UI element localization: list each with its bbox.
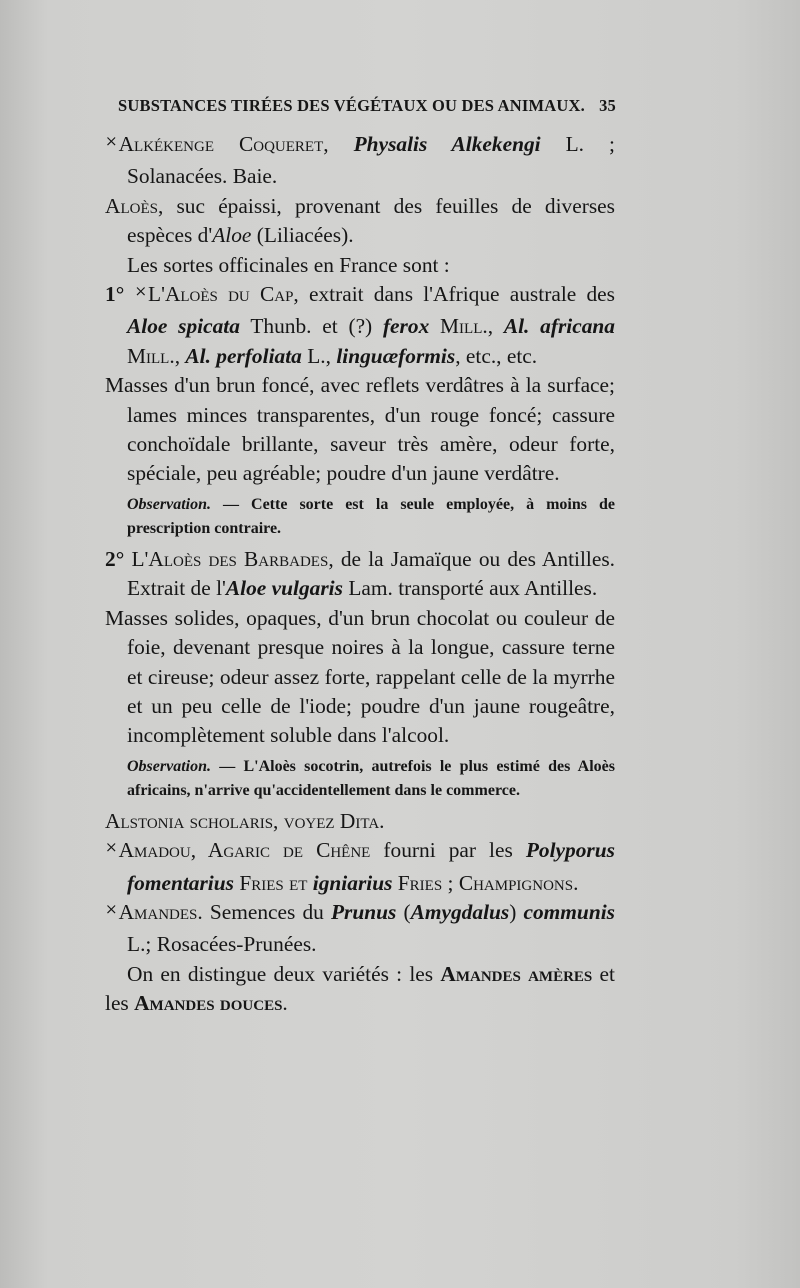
page-body	[105, 130, 615, 1019]
observation-text: — L'Aloès socotrin, autrefois le plus estimé des Aloès africains, n'arrive qu'accidentellement dans le commerce.	[127, 757, 615, 799]
latin-name: communis	[523, 899, 615, 924]
entry-name: Alstonia scholaris,	[105, 808, 279, 833]
latin-name: Polyporus fomentarius	[127, 838, 615, 895]
entry-text: Mill.,	[127, 343, 186, 368]
amandes-varieties	[105, 960, 615, 1019]
entry-text: L.; Rosacées-Prunées.	[127, 932, 317, 957]
entry-text: )	[509, 899, 524, 924]
latin-name: igniarius	[312, 870, 393, 895]
page-number: 35	[599, 96, 616, 115]
item-number: 1°	[105, 282, 125, 307]
observation-cap	[105, 493, 615, 541]
entry-text: (	[396, 899, 411, 924]
latin-name: Aloe spicata	[127, 314, 240, 339]
latin-name: Prunus	[330, 899, 397, 924]
entry-text: L. ; Solanacées. Baie.	[127, 132, 615, 189]
entry-name: Aloès,	[105, 193, 164, 218]
entry-text: Thunb. et (?)	[239, 314, 383, 339]
latin-name: Al. perfoliata	[185, 343, 302, 368]
entry-text: Semences du	[202, 899, 331, 924]
latin-name: linguæformis	[336, 343, 456, 368]
item-number: 2°	[105, 546, 125, 571]
entry-text: (Liliacées).	[251, 223, 354, 248]
entry-text: Fries et	[233, 870, 313, 895]
entry-alkekenge	[105, 130, 615, 192]
running-header	[118, 96, 616, 116]
entry-text: On en distingue deux variétés : les	[127, 961, 441, 986]
latin-name: Physalis Alkekengi	[353, 132, 541, 156]
entry-name: L'Aloès des Barbades,	[131, 546, 334, 571]
officinal-intro: Les sortes officinales en France sont :	[127, 252, 450, 277]
handwritten-mark-icon: ⨯	[105, 901, 118, 918]
entry-amadou	[105, 836, 615, 898]
entry-name: Alkékenge Coqueret,	[118, 132, 329, 156]
header-title: SUBSTANCES TIRÉES DES VÉGÉTAUX OU DES ANIMAUX.	[118, 96, 585, 115]
entry-text: extrait dans l'Afrique australe des	[298, 282, 615, 307]
description-cap: Masses d'un brun foncé, avec reflets verdâtres à la surface; lames minces transparentes, d'un rouge foncé; cassure conchoïdale brillante, saveur très amère, odeur forte, spéciale, peu agréable; poudre d'un jaune verdâtre.	[105, 373, 615, 486]
entry-name: Amadou, Agaric de Chêne	[118, 838, 371, 863]
latin-name: Aloe	[212, 223, 252, 248]
description-barbades: Masses solides, opaques, d'un brun chocolat ou couleur de foie, devenant presque noires à la longue, cassure terne et cireuse; odeur assez forte, rappelant celle de la myrrhe et un peu celle de l'iode; poudre d'un jaune rougeâtre, incomplètement soluble dans l'alcool.	[105, 605, 615, 748]
latin-name: ferox	[382, 314, 430, 339]
latin-name: Al. africana	[503, 314, 616, 339]
entry-text: Lam. transporté aux Antilles.	[342, 576, 598, 601]
entry-text: de la Jamaïque ou des Antilles. Extrait de l'	[127, 546, 616, 601]
entry-name: Amandes.	[118, 899, 203, 924]
variety-ameres: Amandes amères	[440, 961, 593, 986]
entry-text: et les	[105, 961, 615, 1016]
entry-text: Fries ; Champignons.	[392, 870, 579, 895]
handwritten-mark-icon: ⨯	[105, 134, 118, 150]
entry-name: L'Aloès du Cap,	[148, 282, 299, 307]
latin-name: Aloe vulgaris	[225, 576, 343, 601]
entry-amandes	[105, 898, 615, 960]
entry-text: , etc., etc.	[455, 343, 538, 368]
entry-text: voyez Dita.	[278, 808, 385, 833]
entry-aloes-barbades	[105, 545, 615, 604]
variety-douces: Amandes douces	[134, 991, 283, 1016]
observation-barbades	[105, 755, 615, 803]
entry-text: Mill.,	[429, 314, 504, 339]
entry-text: L.,	[301, 343, 337, 368]
observation-label: Observation.	[127, 495, 211, 513]
observation-text: — Cette sorte est la seule employée, à moins de prescription contraire.	[127, 495, 615, 537]
entry-text: fourni par les	[370, 838, 526, 863]
observation-label: Observation.	[127, 757, 211, 775]
entry-alstonia	[105, 807, 615, 836]
latin-name: Amygdalus	[410, 899, 510, 924]
handwritten-mark-icon: ⨯	[105, 840, 118, 857]
handwritten-mark-icon: ⨯	[134, 284, 148, 301]
entry-aloes	[105, 192, 615, 251]
entry-aloes-cap	[105, 280, 615, 371]
entry-text: .	[282, 991, 288, 1016]
entry-text: suc épaissi, provenant des feuilles de diverses espèces d'	[127, 193, 615, 248]
